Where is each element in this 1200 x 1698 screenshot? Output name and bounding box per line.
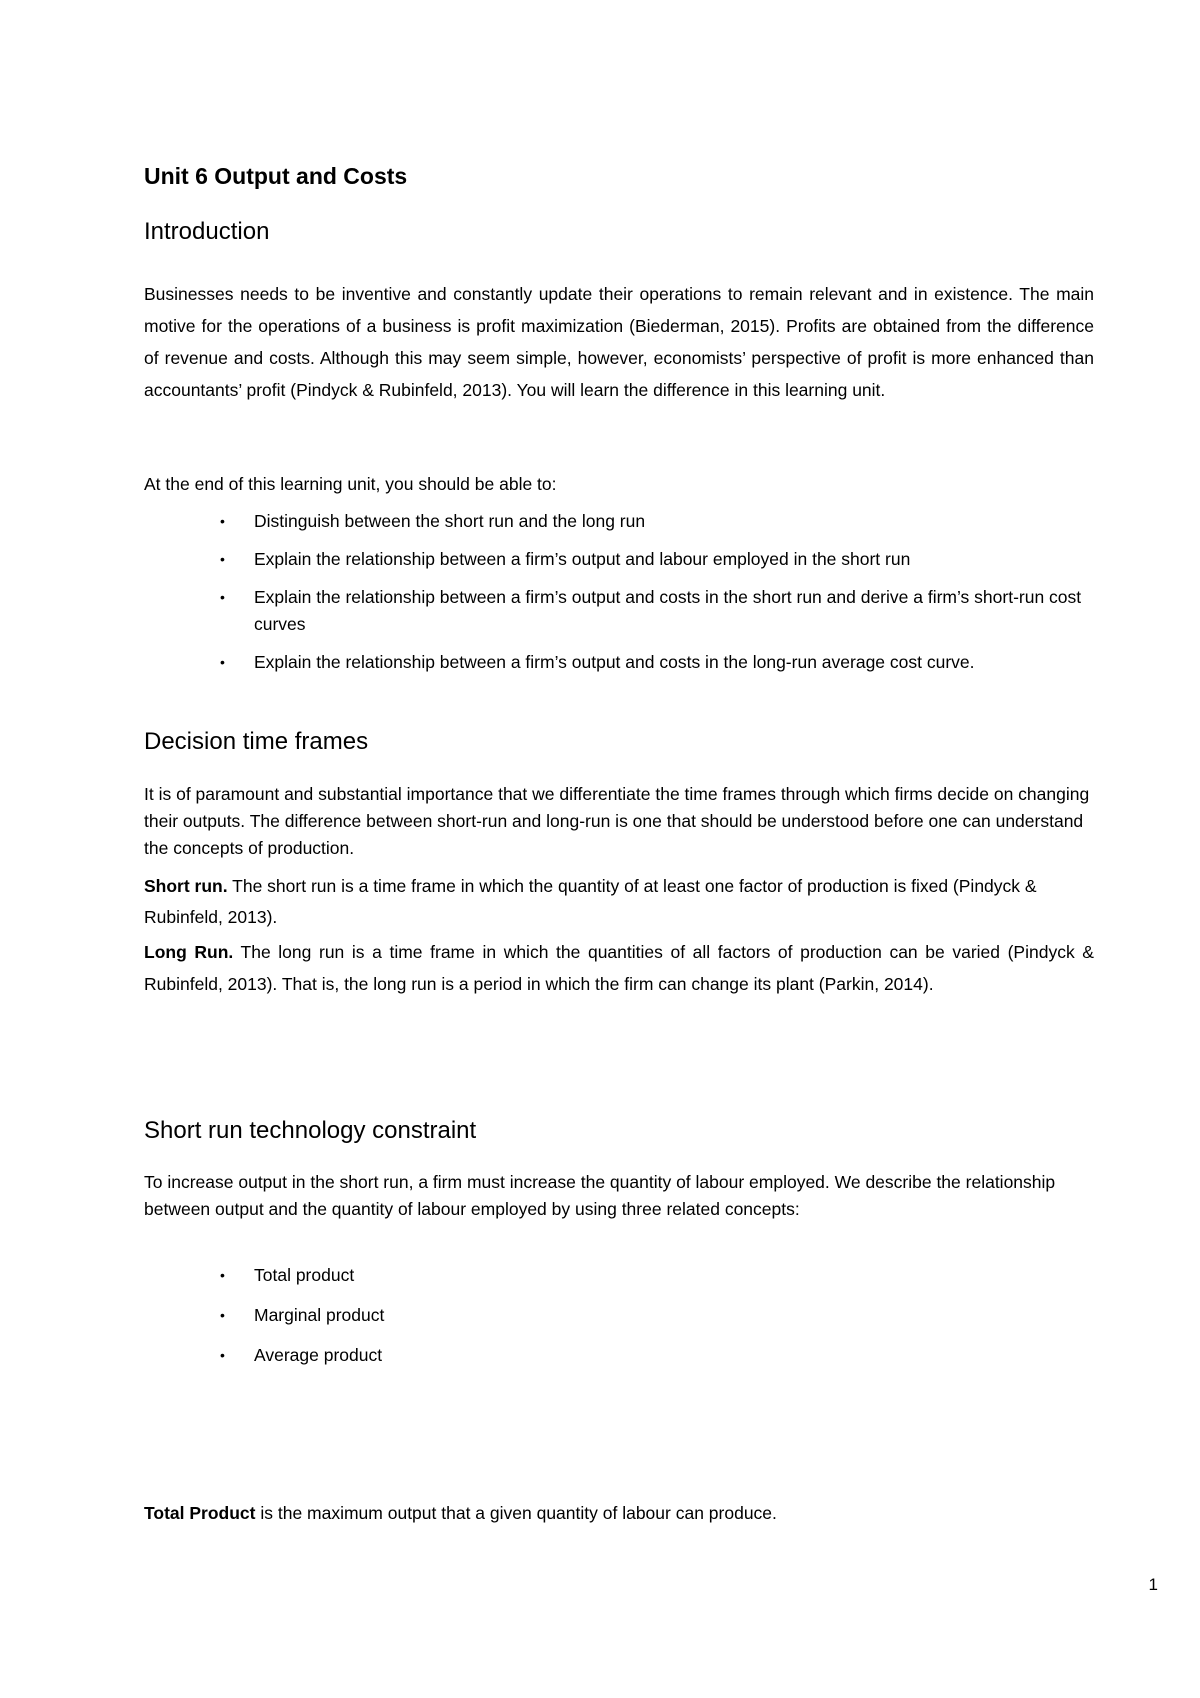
list-item xyxy=(144,546,1094,573)
total-product-definition xyxy=(144,1500,1094,1527)
page-number: 1 xyxy=(1148,1575,1158,1594)
objective-text: Explain the relationship between a firm’s output and costs in the long-run average cost curve. xyxy=(254,652,975,672)
decision-heading: Decision time frames xyxy=(144,728,369,755)
objectives-list xyxy=(144,508,1094,676)
total-product-text: is the maximum output that a given quantity of labour can produce. xyxy=(255,1503,777,1523)
bullet-icon: • xyxy=(220,1267,225,1283)
list-item xyxy=(144,1342,1094,1369)
objective-text: Explain the relationship between a firm’s output and labour employed in the short run xyxy=(254,549,911,569)
objectives-lead: At the end of this learning unit, you should be able to: xyxy=(144,474,557,494)
short-run-tech-paragraph: To increase output in the short run, a firm must increase the quantity of labour employed. We describe the relationship between output and the quantity of labour employed by using three related concepts: xyxy=(144,1172,1056,1219)
total-product-term: Total Product xyxy=(144,1503,256,1523)
introduction-heading: Introduction xyxy=(144,218,270,245)
introduction-paragraph: Businesses needs to be inventive and constantly update their operations to remain relevant and in existence. The main motive for the operations of a business is profit maximization (Biederman, 2015). Profits are obtained from the difference of revenue and costs. Although this may seem simple, however, economists’ perspective of profit is more enhanced than accountants’ profit (Pindyck & Rubinfeld, 2013). You will learn the difference in this learning unit. xyxy=(144,284,1094,400)
objective-text: Distinguish between the short run and the long run xyxy=(254,511,646,531)
objective-text: Explain the relationship between a firm’s output and costs in the short run and derive a firm’s short-run cost curves xyxy=(254,587,1082,634)
bullet-icon: • xyxy=(220,551,225,567)
long-run-definition xyxy=(144,936,1094,1000)
list-item xyxy=(144,508,1094,535)
short-run-term: Short run. xyxy=(144,876,228,896)
document-title: Unit 6 Output and Costs xyxy=(144,163,408,189)
short-run-definition xyxy=(144,871,1094,933)
short-run-tech-heading: Short run technology constraint xyxy=(144,1117,477,1144)
list-item xyxy=(144,1262,1094,1289)
list-item xyxy=(144,649,1094,676)
bullet-icon: • xyxy=(220,654,225,670)
concept-text: Marginal product xyxy=(254,1305,385,1325)
concepts-list xyxy=(144,1262,1094,1369)
long-run-text: The long run is a time frame in which the quantities of all factors of production can be varied (Pindyck & Rubinfeld, 2013). That is, the long run is a period in which the firm can change its plant (Parkin, 2014). xyxy=(144,942,1094,994)
list-item xyxy=(144,584,1094,638)
bullet-icon: • xyxy=(220,1347,225,1363)
list-item xyxy=(144,1302,1094,1329)
bullet-icon: • xyxy=(220,513,225,529)
decision-paragraph: It is of paramount and substantial importance that we differentiate the time frames through which firms decide on changing their outputs. The difference between short-run and long-run is one that should be understood before one can understand the concepts of production. xyxy=(144,784,1090,858)
concept-text: Total product xyxy=(254,1265,355,1285)
short-run-text: The short run is a time frame in which the quantity of at least one factor of production is fixed (Pindyck & Rubinfeld, 2013). xyxy=(144,876,1037,927)
long-run-term: Long Run. xyxy=(144,942,234,962)
bullet-icon: • xyxy=(220,589,225,605)
concept-text: Average product xyxy=(254,1345,383,1365)
bullet-icon: • xyxy=(220,1307,225,1323)
